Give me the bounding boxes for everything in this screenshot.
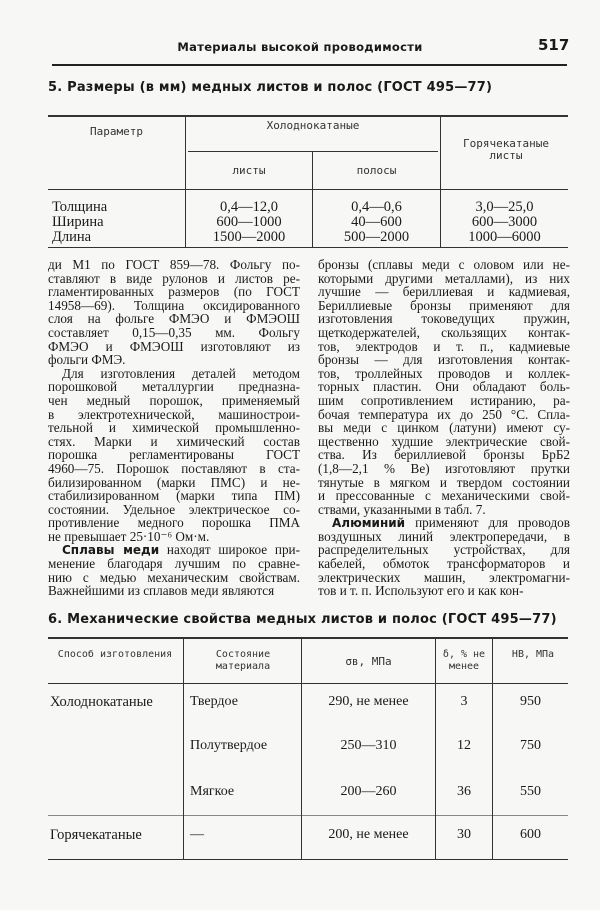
table6-header-rule	[48, 683, 568, 684]
text-line: порошковой металлургии предназна-	[48, 379, 300, 395]
page-number: 517	[538, 36, 570, 54]
text-line: торных пластин. Они обладают боль-	[318, 379, 570, 395]
table6-bottom-rule	[48, 859, 568, 860]
text-line: вы меди с цинком (латуни) имеют су-	[318, 420, 570, 436]
table6-header-hb: НВ, МПа	[511, 649, 555, 660]
text-line: противление медного порошка ПМА	[48, 515, 300, 531]
cell: 1500—2000	[212, 229, 286, 245]
row-param: Длина	[52, 229, 92, 245]
table6-cell-hb: 950	[520, 694, 541, 709]
header-rule	[52, 64, 567, 66]
text-line: бронзы (сплавы меди с оловом или не-	[318, 257, 570, 272]
text-line: Алюминий применяют для проводов	[332, 515, 570, 531]
text-line: стях. Марки и химический состав	[48, 433, 300, 449]
body-column-right	[318, 258, 570, 598]
cell: 600—3000	[471, 214, 538, 230]
table6-header-sigma: σв, МПа	[345, 655, 392, 668]
text-line: тельной и химической промышленно-	[48, 420, 300, 436]
running-header: Материалы высокой проводимости	[177, 40, 423, 54]
text-line: состоянии. Удельное электрическое со-	[48, 501, 300, 517]
text-line: стабилизированном (марки типа ПМ)	[48, 488, 300, 504]
table6-cell-state: Мягкое	[190, 784, 235, 799]
row-param: Ширина	[52, 214, 104, 230]
text-line: Бериллиевые бронзы применяют для	[318, 297, 570, 313]
text-line: составляет 0,15—0,35 мм. Фольгу	[48, 324, 300, 340]
text-line: и прессованные с механическими свой-	[318, 488, 570, 504]
cell: 600—1000	[216, 214, 282, 230]
text-line: 14958—69). Толщина оксидированного	[48, 297, 300, 313]
text-line: кабелей, обмоток трансформаторов и	[318, 556, 570, 572]
body-column-left	[48, 258, 300, 598]
paragraph-lead: Сплавы меди	[62, 543, 160, 558]
table5-header-rule	[48, 189, 568, 190]
table6-title: 6. Механические свойства медных листов и полос (ГОСТ 495—77)	[48, 612, 557, 627]
table6-cell-sigma: 250—310	[340, 738, 397, 753]
text-line: порошка регламентированы ГОСТ	[48, 447, 300, 463]
table5-header-hot: Горячекатаные листы	[462, 137, 550, 162]
text-line: чен медный порошок, применяемый	[48, 392, 300, 408]
text-line: в электротехнической, машинострои-	[48, 406, 300, 422]
table6-cell-state: Полутвердое	[190, 738, 268, 753]
table6-cell-method: Горячекатаные	[50, 827, 142, 843]
text-line: шим сопротивлением истиранию, ра-	[318, 392, 570, 408]
table6-cell-delta: 12	[457, 738, 471, 753]
table6-cell-hb: 750	[520, 738, 541, 753]
table5-header-sheets: листы	[232, 164, 266, 177]
text-line: ства. Из бериллиевой бронзы БрБ2	[318, 447, 570, 463]
text-line: бочая температура их до 250 °С. Спла-	[318, 406, 570, 422]
table6-cell-sigma: 200, не менее	[328, 827, 409, 842]
text-line: щественно худшие электрические свой-	[318, 433, 570, 449]
cell: 40—600	[351, 214, 402, 230]
cell: 1000—6000	[468, 229, 541, 245]
text-line: изготовления токоведущих пружин,	[318, 311, 570, 327]
text-line: электрических машин, электромагни-	[318, 569, 570, 585]
text-line: воздушных линий электропередачи, в	[318, 528, 570, 544]
text-line: Для изготовления деталей методом	[62, 365, 300, 381]
table6-cell-delta: 30	[457, 827, 471, 842]
table5-sheets-col	[186, 200, 312, 245]
table6-header-delta: δ, % не менее	[442, 649, 486, 672]
text-line: не превышает 25·10⁻⁶ Ом·м.	[48, 528, 210, 544]
table5-strips-col	[313, 200, 440, 245]
divider	[183, 639, 184, 859]
text-line: нию с медью механическим свойствам.	[48, 569, 300, 585]
table6-cell-sigma: 290, не менее	[328, 694, 409, 709]
text-line: распределительных устройствах, для	[318, 542, 570, 558]
text-line: слоя на фольге ФМЭО и ФМЭОШ	[48, 311, 300, 327]
table6-cell-delta: 36	[457, 784, 471, 799]
paragraph-lead: Алюминий	[332, 516, 406, 531]
table6-header-state: Состояние материала	[215, 649, 271, 672]
table5-params	[52, 200, 107, 245]
text-line: ФМЭО и ФМЭОШ изготовляют из	[48, 338, 300, 354]
text-line: (1,8—2,1 % Be) изготовляют прутки	[318, 460, 570, 476]
table6-cell-delta: 3	[460, 694, 468, 709]
table6-cell-method: Холоднокатаные	[50, 694, 153, 710]
text-line: тов, электродов и т. п., кадмиевые	[318, 338, 570, 354]
text-line: фольги ФМЭ.	[48, 352, 126, 368]
table6-cell-sigma: 200—260	[340, 784, 397, 799]
text-line: менение благодаря лучшим по сравне-	[48, 556, 300, 572]
table6-cell-state: Твердое	[190, 694, 238, 709]
cell: 0,4—0,6	[351, 199, 402, 215]
table5-top-rule	[48, 115, 568, 117]
text-line: 4960—75. Порошок поставляют в ста-	[48, 460, 300, 476]
table5-header-cold: Холоднокатаные	[266, 119, 360, 132]
cell: 500—2000	[343, 229, 410, 245]
text-line: билизированном (марки ПМС) и не-	[48, 474, 300, 490]
table5-bottom-rule	[48, 247, 568, 248]
table6-cell-state: —	[190, 827, 204, 842]
text-line: ди М1 по ГОСТ 859—78. Фольгу по-	[48, 257, 300, 272]
text-line: Важнейшими из сплавов меди являются	[48, 583, 275, 599]
table5-title: 5. Размеры (в мм) медных листов и полос (ГОСТ 495—77)	[48, 80, 493, 95]
text-line: лучшие — бериллиевая и кадмиевая,	[318, 284, 570, 300]
cell: 3,0—25,0	[475, 199, 534, 215]
text-line: Сплавы меди находят широкое при-	[62, 542, 300, 558]
text-line: которыми другими металлами), из них	[318, 270, 570, 286]
table6-row-rule	[48, 815, 568, 816]
text-line: бронзы — для изготовления контак-	[318, 352, 570, 368]
text-line: тянутые в мягком и твердом состоянии	[318, 474, 570, 490]
table5-subheader-rule	[188, 151, 438, 152]
table5-hot-col	[441, 200, 568, 245]
text-line: тов, троллейных проводов и коллек-	[318, 365, 570, 381]
table5-header-strips: полосы	[356, 164, 397, 177]
table5-header-parameter: Параметр	[90, 125, 143, 138]
row-param: Толщина	[52, 199, 108, 215]
text-line: гламентированных размеров (по ГОСТ	[48, 284, 300, 300]
table6-top-rule	[48, 637, 568, 639]
table6-cell-hb: 550	[520, 784, 541, 799]
cell: 0,4—12,0	[220, 199, 278, 215]
text-line: щеткодержателей, скользящих контак-	[318, 324, 570, 340]
text-line: ставляют в виде рулонов и листов ре-	[48, 270, 300, 286]
text-line: тов и т. п. Используют его и как кон-	[318, 583, 524, 599]
table6-cell-hb: 600	[520, 827, 541, 842]
table6-header-method: Способ изготовления	[57, 649, 173, 660]
text-line: ствами, указанными в табл. 7.	[318, 501, 486, 517]
